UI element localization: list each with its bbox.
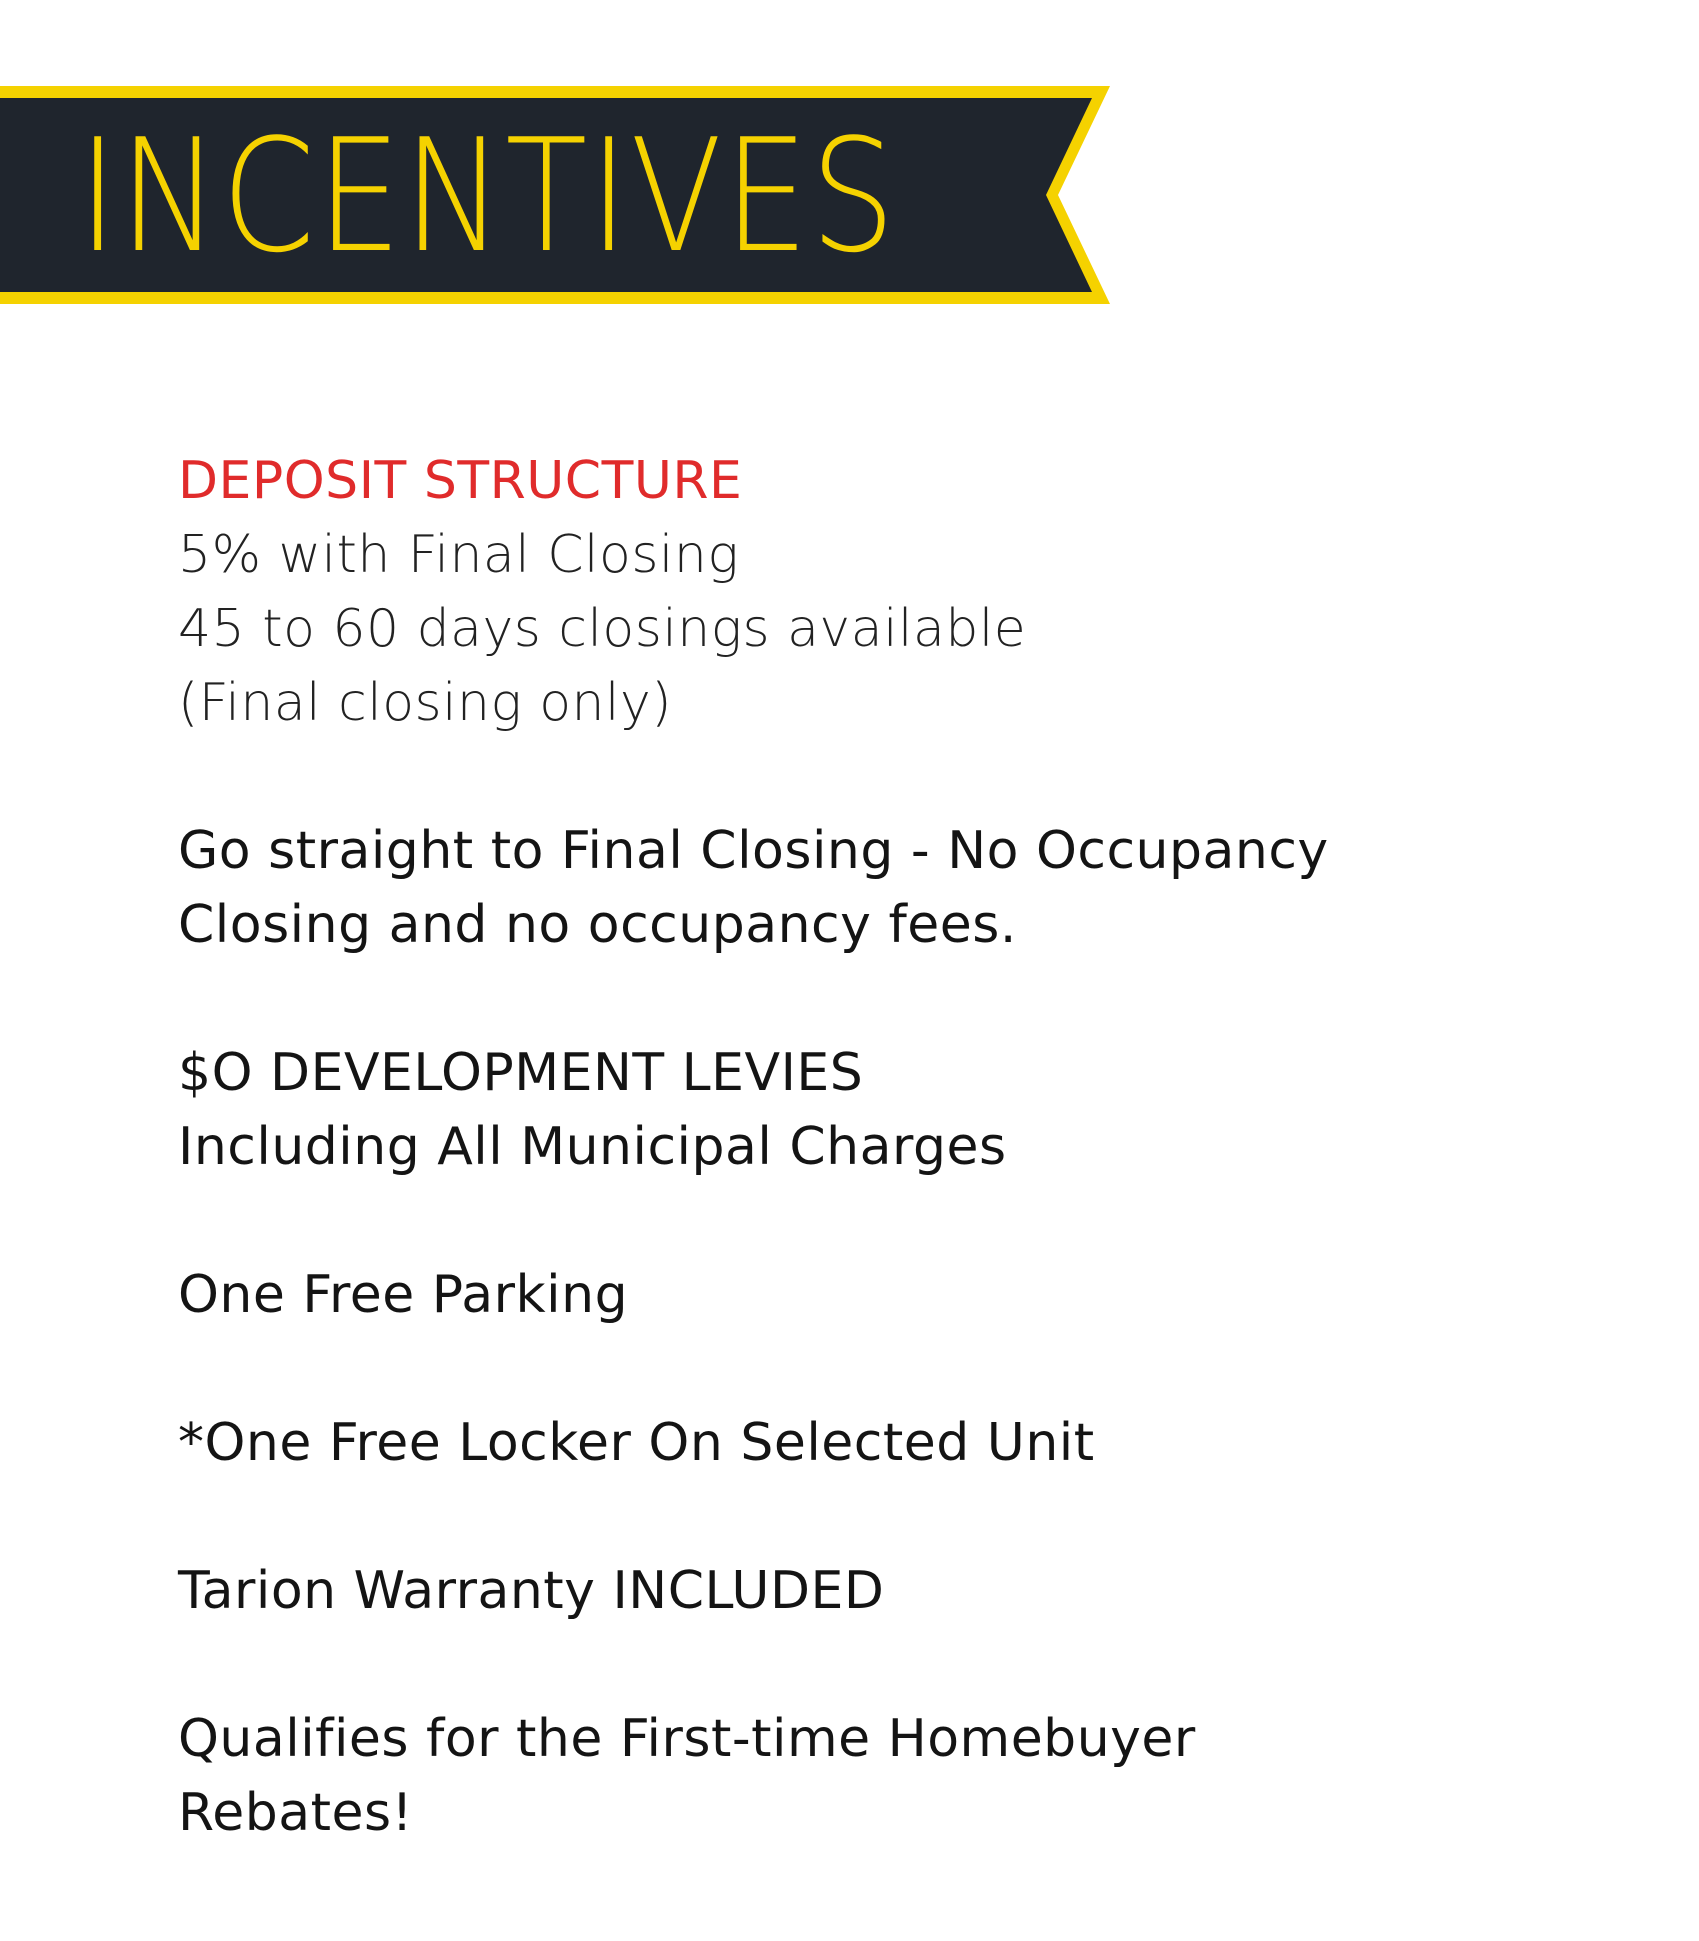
rebates-line-1: Qualifies for the First-time Homebuyer	[178, 1709, 1196, 1769]
locker-line: *One Free Locker On Selected Unit	[178, 1413, 1095, 1473]
levies-line-2: Including All Municipal Charges	[178, 1117, 1007, 1177]
rebates-section	[178, 1702, 1478, 1850]
deposit-line-1: 5% with Final Closing	[178, 525, 740, 585]
incentives-banner	[0, 86, 1110, 304]
final-closing-line-2: Closing and no occupancy fees.	[178, 895, 1017, 955]
parking-section	[178, 1258, 1478, 1332]
deposit-line-2: 45 to 60 days closings available	[178, 599, 1027, 659]
deposit-structure-heading: DEPOSIT STRUCTURE	[178, 451, 743, 511]
rebates-line-2: Rebates!	[178, 1783, 413, 1843]
deposit-structure-section	[178, 444, 1478, 740]
warranty-section	[178, 1554, 1478, 1628]
banner-title: INCENTIVES	[78, 105, 898, 287]
locker-section	[178, 1406, 1478, 1480]
warranty-line: Tarion Warranty INCLUDED	[178, 1561, 885, 1621]
final-closing-section	[178, 814, 1478, 962]
incentives-content	[178, 444, 1478, 1924]
deposit-line-3: (Final closing only)	[178, 673, 673, 733]
development-levies-section	[178, 1036, 1478, 1184]
final-closing-line-1: Go straight to Final Closing - No Occupancy	[178, 821, 1329, 881]
parking-line: One Free Parking	[178, 1265, 629, 1325]
levies-line-1: $O DEVELOPMENT LEVIES	[178, 1043, 864, 1103]
